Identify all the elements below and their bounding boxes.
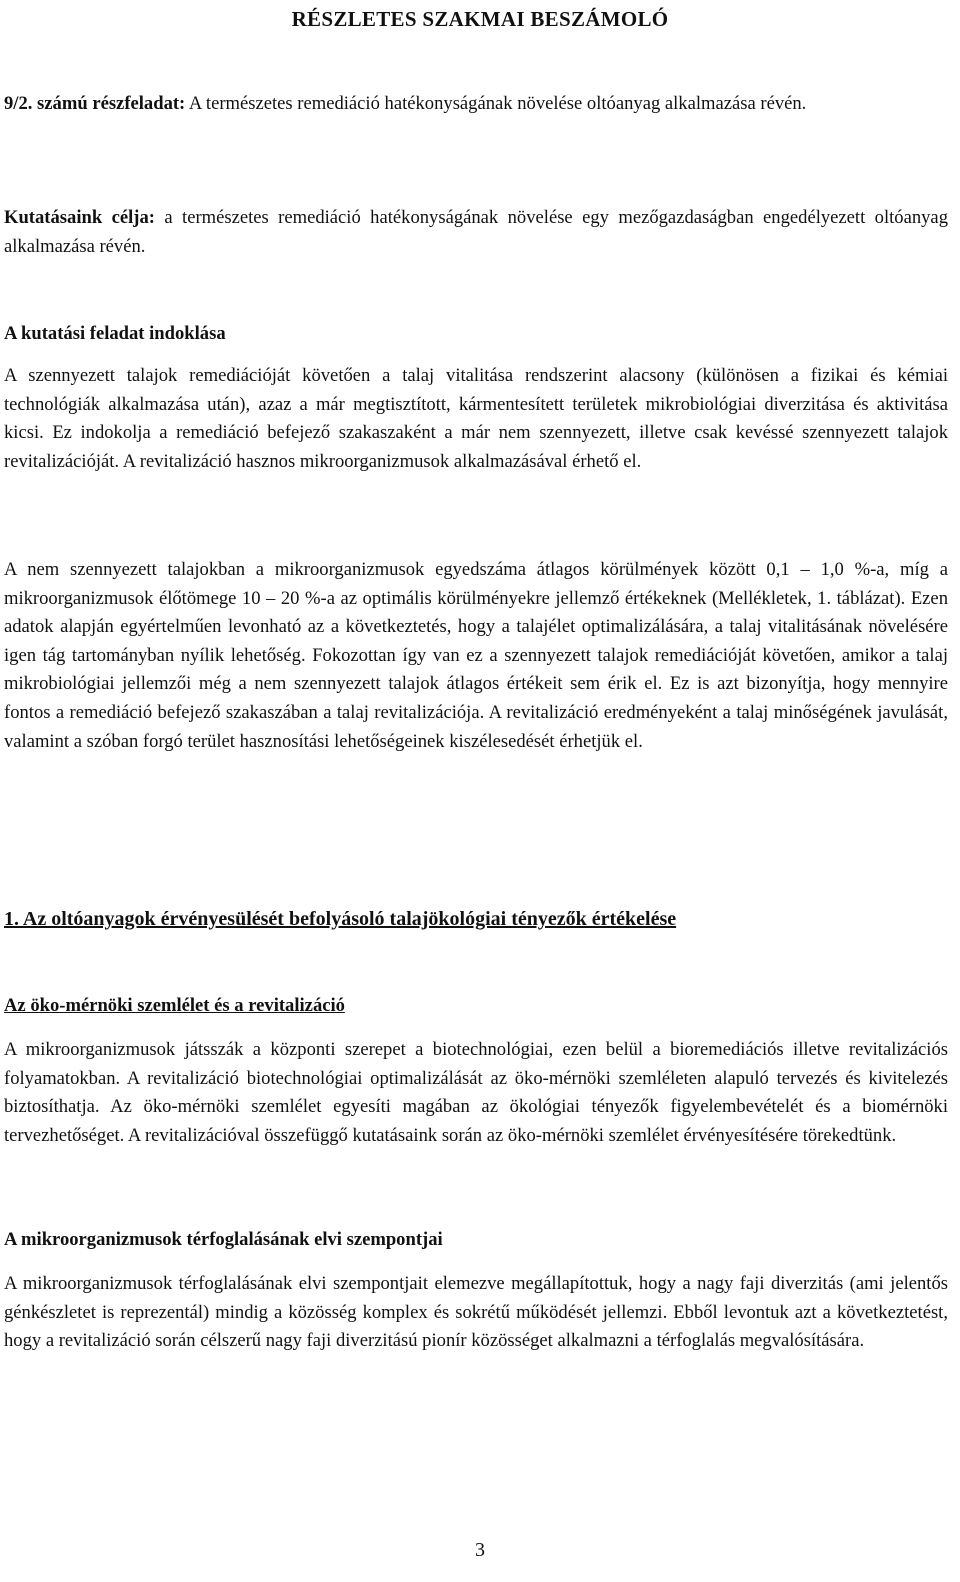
task-label: 9/2. számú részfeladat: (4, 93, 186, 114)
task-paragraph (4, 90, 948, 119)
goal-paragraph (4, 204, 948, 261)
subsection-1-paragraph: A mikroorganizmusok játsszák a központi szerepet a biotechnológiai, ezen belül a bioremediációs illetve revitalizációs folyamatokban. A revitalizáció biotechnológiai optimalizálását az öko-mérnöki szemléleten alapuló tervezés és kivitelezés biztosíthatja. Az öko-mérnöki szemlélet egyesíti magában az ökológiai tényezők figyelembevételét és a biomérnöki tervezhetőséget. A revitalizációval összefüggő kutatásaink során az öko-mérnöki szemlélet érvényesítésére törekedtünk. (4, 1039, 948, 1146)
justification-heading: A kutatási feladat indoklása (4, 323, 226, 344)
goal-text: a természetes remediáció hatékonyságának növelése egy mezőgazdaságban engedélyezett oltóanyag alkalmazása révén. (4, 207, 948, 257)
subsection-2-paragraph: A mikroorganizmusok térfoglalásának elvi szempontjait elemezve megállapítottuk, hogy a nagy faji diverzitás (ami jelentős génkészletet is reprezentál) mindig a közösség komplex és sokrétű működését jellemzi. Ebből levontuk azt a következtetést, hogy a revitalizáció során célszerű nagy faji diverzitású pionír közösséget alkalmazni a térfoglalás megvalósítására. (4, 1273, 948, 1352)
section-1-heading: 1. Az oltóanyagok érvényesülését befolyásoló talajökológiai tényezők értékelése (4, 908, 677, 930)
goal-label: Kutatásaink célja: (4, 207, 155, 228)
justification-paragraph-1: A szennyezett talajok remediációját követően a talaj vitalitása rendszerint alacsony (különösen a fizikai és kémiai technológiák alkalmazása után), azaz a már megtisztított, kármentesített területek mikrobiológiai diverzitása és aktivitása kicsi. Ez indokolja a remediáció befejező szakaszaként a már nem szennyezett, illetve csak kevéssé szennyezett talajok revitalizációját. A revitalizáció hasznos mikroorganizmusok alkalmazásával érhető el. (4, 365, 948, 472)
justification-paragraph-2: A nem szennyezett talajokban a mikroorganizmusok egyedszáma átlagos körülmények között 0,1 – 1,0 %-a, míg a mikroorganizmusok élőtömege 10 – 20 %-a az optimális körülményekre jellemző értékeknek (Mellékletek, 1. táblázat). Ezen adatok alapján egyértelműen levonható az a következtetés, hogy a talajélet optimalizálására, a talaj vitalitásának növelésére igen tág tartományban nyílik lehetőség. Fokozottan így van ez a szennyezett talajok remediációját követően, amikor a talaj mikrobiológiai jellemzői még a nem szennyezett talajok átlagos értékeit sem érik el. Ez is azt bizonyítja, hogy mennyire fontos a remediáció befejező szakaszában a talaj revitalizációja. A revitalizáció eredményeként a talaj minőségének javulását, valamint a szóban forgó terület hasznosítási lehetőségeinek kiszélesedését érhetjük el. (4, 559, 948, 752)
page-number: 3 (475, 1539, 485, 1561)
document-title: RÉSZLETES SZAKMAI BESZÁMOLÓ (291, 7, 669, 31)
subsection-1-heading: Az öko-mérnöki szemlélet és a revitalizáció (4, 995, 345, 1016)
task-text: A természetes remediáció hatékonyságának növelése oltóanyag alkalmazása révén. (185, 93, 807, 114)
subsection-2-heading: A mikroorganizmusok térfoglalásának elvi szempontjai (4, 1229, 443, 1250)
